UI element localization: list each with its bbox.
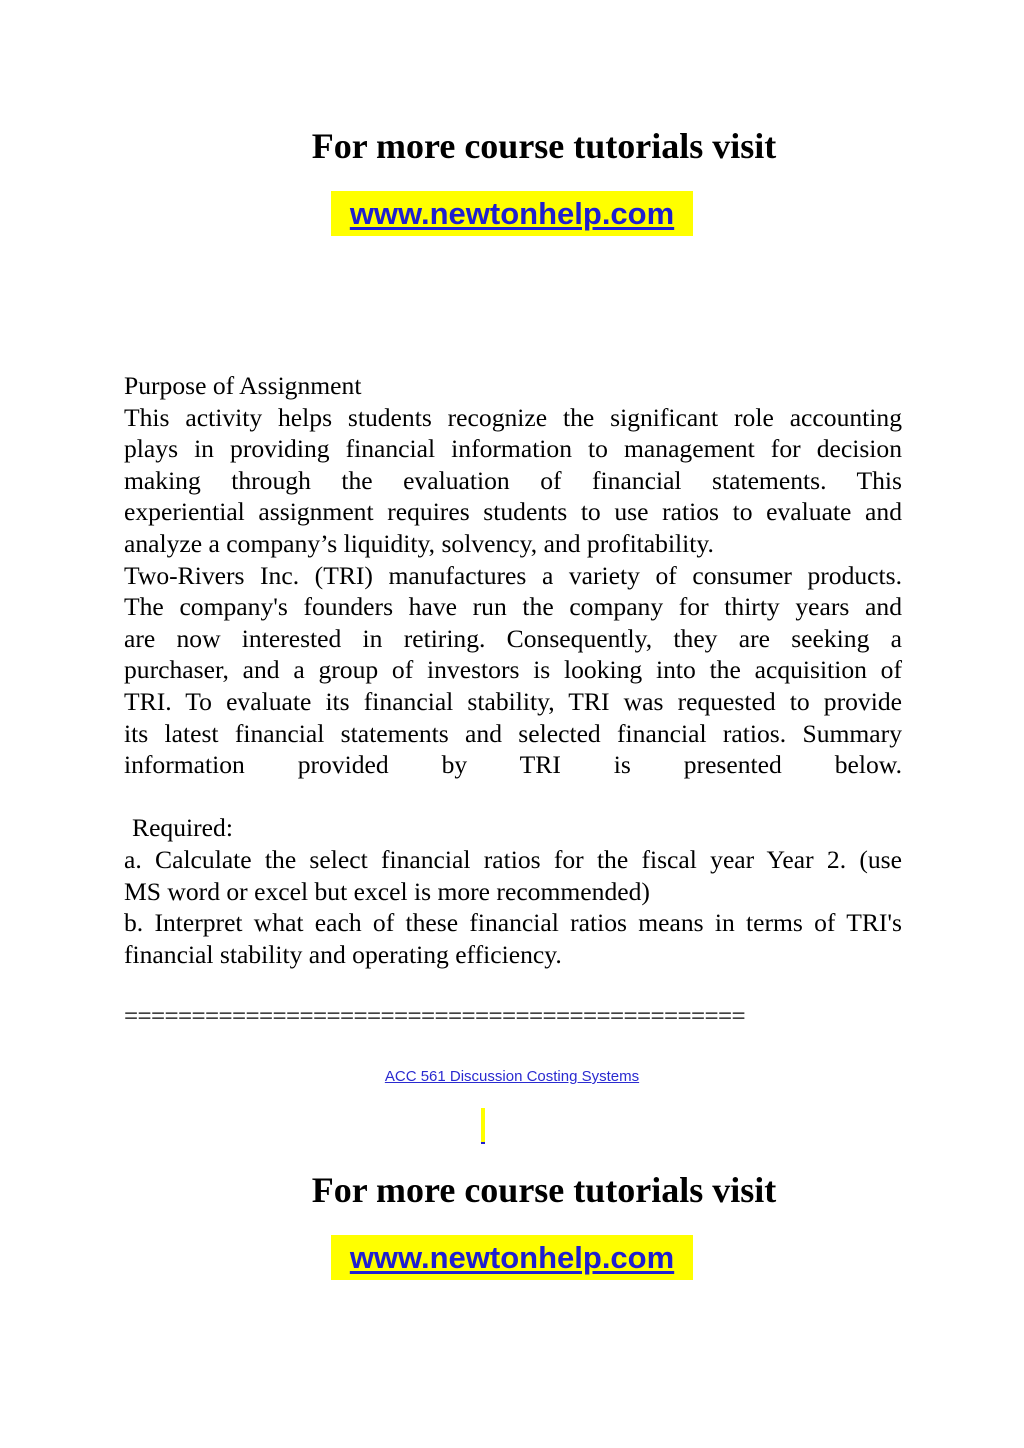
highlight-cursor-mark bbox=[481, 1108, 485, 1144]
required-item-a-line: a. Calculate the select financial ratios for the fiscal year Year 2. (use bbox=[124, 844, 902, 874]
required-title: Required: bbox=[132, 813, 233, 843]
bottom-site-link[interactable]: www.newtonhelp.com bbox=[331, 1235, 693, 1280]
purpose-title: Purpose of Assignment bbox=[124, 371, 362, 400]
blank-line bbox=[124, 781, 902, 813]
separator-line: ============================================== bbox=[124, 1003, 745, 1030]
course-link[interactable]: ACC 561 Discussion Costing Systems bbox=[384, 1068, 640, 1085]
paragraph1-line: plays in providing financial information to management for decision bbox=[124, 434, 902, 464]
required-item-b-line: b. Interpret what each of these financial ratios means in terms of TRI's bbox=[124, 908, 902, 938]
required-item-a-last-line: MS word or excel but excel is more recommended) bbox=[124, 876, 650, 906]
paragraph2-line: information provided by TRI is presented below. bbox=[124, 750, 902, 780]
paragraph1-line: This activity helps students recognize the significant role accounting bbox=[124, 402, 902, 432]
paragraph1-line: making through the evaluation of financial statements. This bbox=[124, 465, 902, 495]
paragraph2-line: TRI. To evaluate its financial stability, TRI was requested to provide bbox=[124, 686, 902, 716]
top-heading: For more course tutorials visit bbox=[311, 126, 777, 166]
paragraph2-line: The company's founders have run the company for thirty years and bbox=[124, 592, 902, 622]
paragraph1-line: experiential assignment requires students to use ratios to evaluate and bbox=[124, 497, 902, 527]
paragraph2-line: are now interested in retiring. Consequently, they are seeking a bbox=[124, 623, 902, 653]
paragraph1-last-line: analyze a company’s liquidity, solvency, and profitability. bbox=[124, 528, 714, 558]
paragraph2-line: Two-Rivers Inc. (TRI) manufactures a variety of consumer products. bbox=[124, 560, 902, 590]
required-item-b-last-line: financial stability and operating efficiency. bbox=[124, 939, 562, 969]
bottom-heading: For more course tutorials visit bbox=[311, 1170, 777, 1210]
top-site-link[interactable]: www.newtonhelp.com bbox=[331, 191, 693, 236]
paragraph2-line: purchaser, and a group of investors is looking into the acquisition of bbox=[124, 655, 902, 685]
paragraph2-line: its latest financial statements and selected financial ratios. Summary bbox=[124, 718, 902, 748]
assignment-body bbox=[124, 370, 902, 970]
